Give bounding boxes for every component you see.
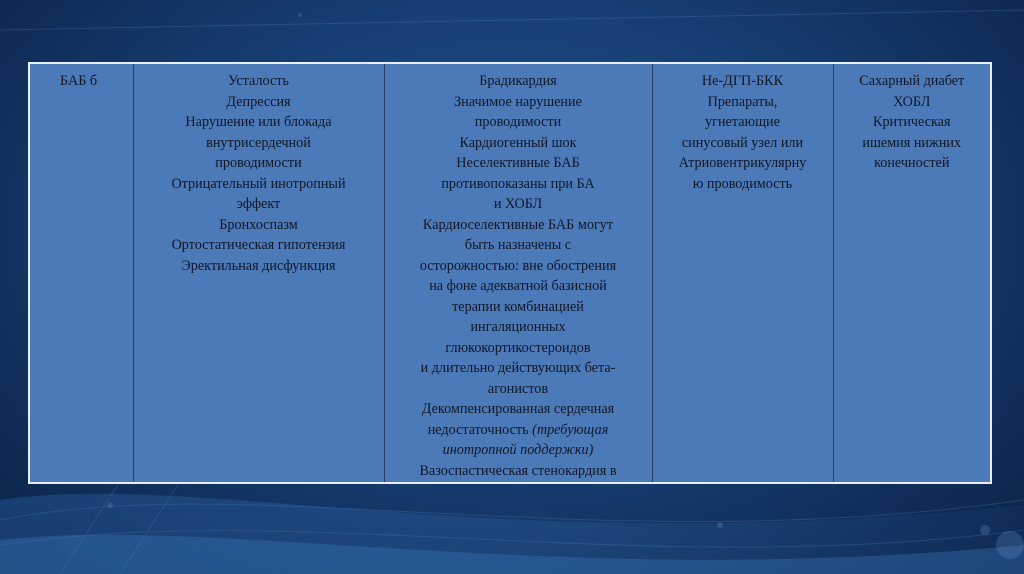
table-cell-absolute-contraindications [384, 63, 652, 483]
cell-line: Кардиоселективные БАБ могут [422, 216, 614, 233]
cell-line: Неселективные БАБ [456, 155, 580, 171]
cell-line: Критическая [872, 114, 951, 130]
cell-line: терапии комбинацией [452, 298, 584, 315]
cell-line-text: недостаточность [427, 421, 533, 438]
cell-line: Атриовентрикулярну [678, 155, 807, 171]
cell-line: ХОБЛ [893, 93, 931, 110]
cell-line: проводимости [215, 155, 302, 171]
cell-line: Значимое нарушение [454, 93, 582, 110]
cell-line-italic-note [391, 420, 646, 441]
cell-line: проводимости [474, 114, 562, 130]
cell-line: и длительно действующих бета- [420, 360, 616, 376]
table-cell-side-effects [133, 63, 384, 483]
drug-contraindications-table [28, 62, 992, 484]
cell-line: ингаляционных [470, 319, 566, 335]
cell-line: Депрессия [226, 93, 291, 110]
cell-line: Усталость [228, 73, 289, 89]
cell-line: Эректильная дисфункция [181, 257, 336, 274]
cell-line: глюкокортикостероидов [445, 339, 591, 356]
table-cell-other-drug-class [652, 63, 833, 483]
cell-line: эффект [236, 196, 281, 212]
cell-line: синусовый узел или [681, 134, 804, 151]
cell-line: осторожностью: вне обострения [419, 257, 617, 274]
cell-line: конечностей [874, 155, 950, 171]
cell-line: Не-ДГП-БКК [701, 73, 784, 89]
cell-line: агонистов [487, 380, 549, 397]
table-row [29, 63, 991, 483]
table-cell-relative-contraindications [833, 63, 991, 483]
cell-line: быть назначены с [464, 237, 572, 253]
cell-line: Бронхоспазм [219, 216, 298, 233]
cell-line: Ортостатическая гипотензия [171, 237, 346, 253]
cell-line: Декомпенсированная сердечная [421, 401, 615, 417]
cell-line: БАБ б [60, 73, 98, 89]
cell-line: Нарушение или блокада [185, 114, 332, 130]
cell-line: угнетающие [705, 114, 780, 130]
cell-italic-text: инотропной поддержки) [442, 442, 594, 458]
cell-line: противопоказаны при БА [441, 175, 595, 192]
cell-line: Кардиогенный шок [459, 134, 577, 151]
cell-line: Брадикардия [479, 73, 557, 89]
cell-line: Препараты, [707, 93, 778, 110]
cell-line: на фоне адекватной базисной [429, 278, 607, 294]
cell-line: внутрисердечной [206, 134, 311, 151]
cell-line: и ХОБЛ [493, 196, 543, 212]
cell-line: ишемия нижних [862, 134, 962, 151]
cell-line: ю проводимость [692, 175, 793, 192]
table-cell-drug-class [29, 63, 133, 483]
cell-line: Отрицательный инотропный [171, 175, 346, 192]
cell-line: Вазоспастическая стенокардия в [419, 462, 617, 479]
cell-line: Сахарный диабет [859, 73, 965, 89]
cell-line [391, 440, 646, 461]
cell-italic-text: (требующая [532, 421, 609, 438]
